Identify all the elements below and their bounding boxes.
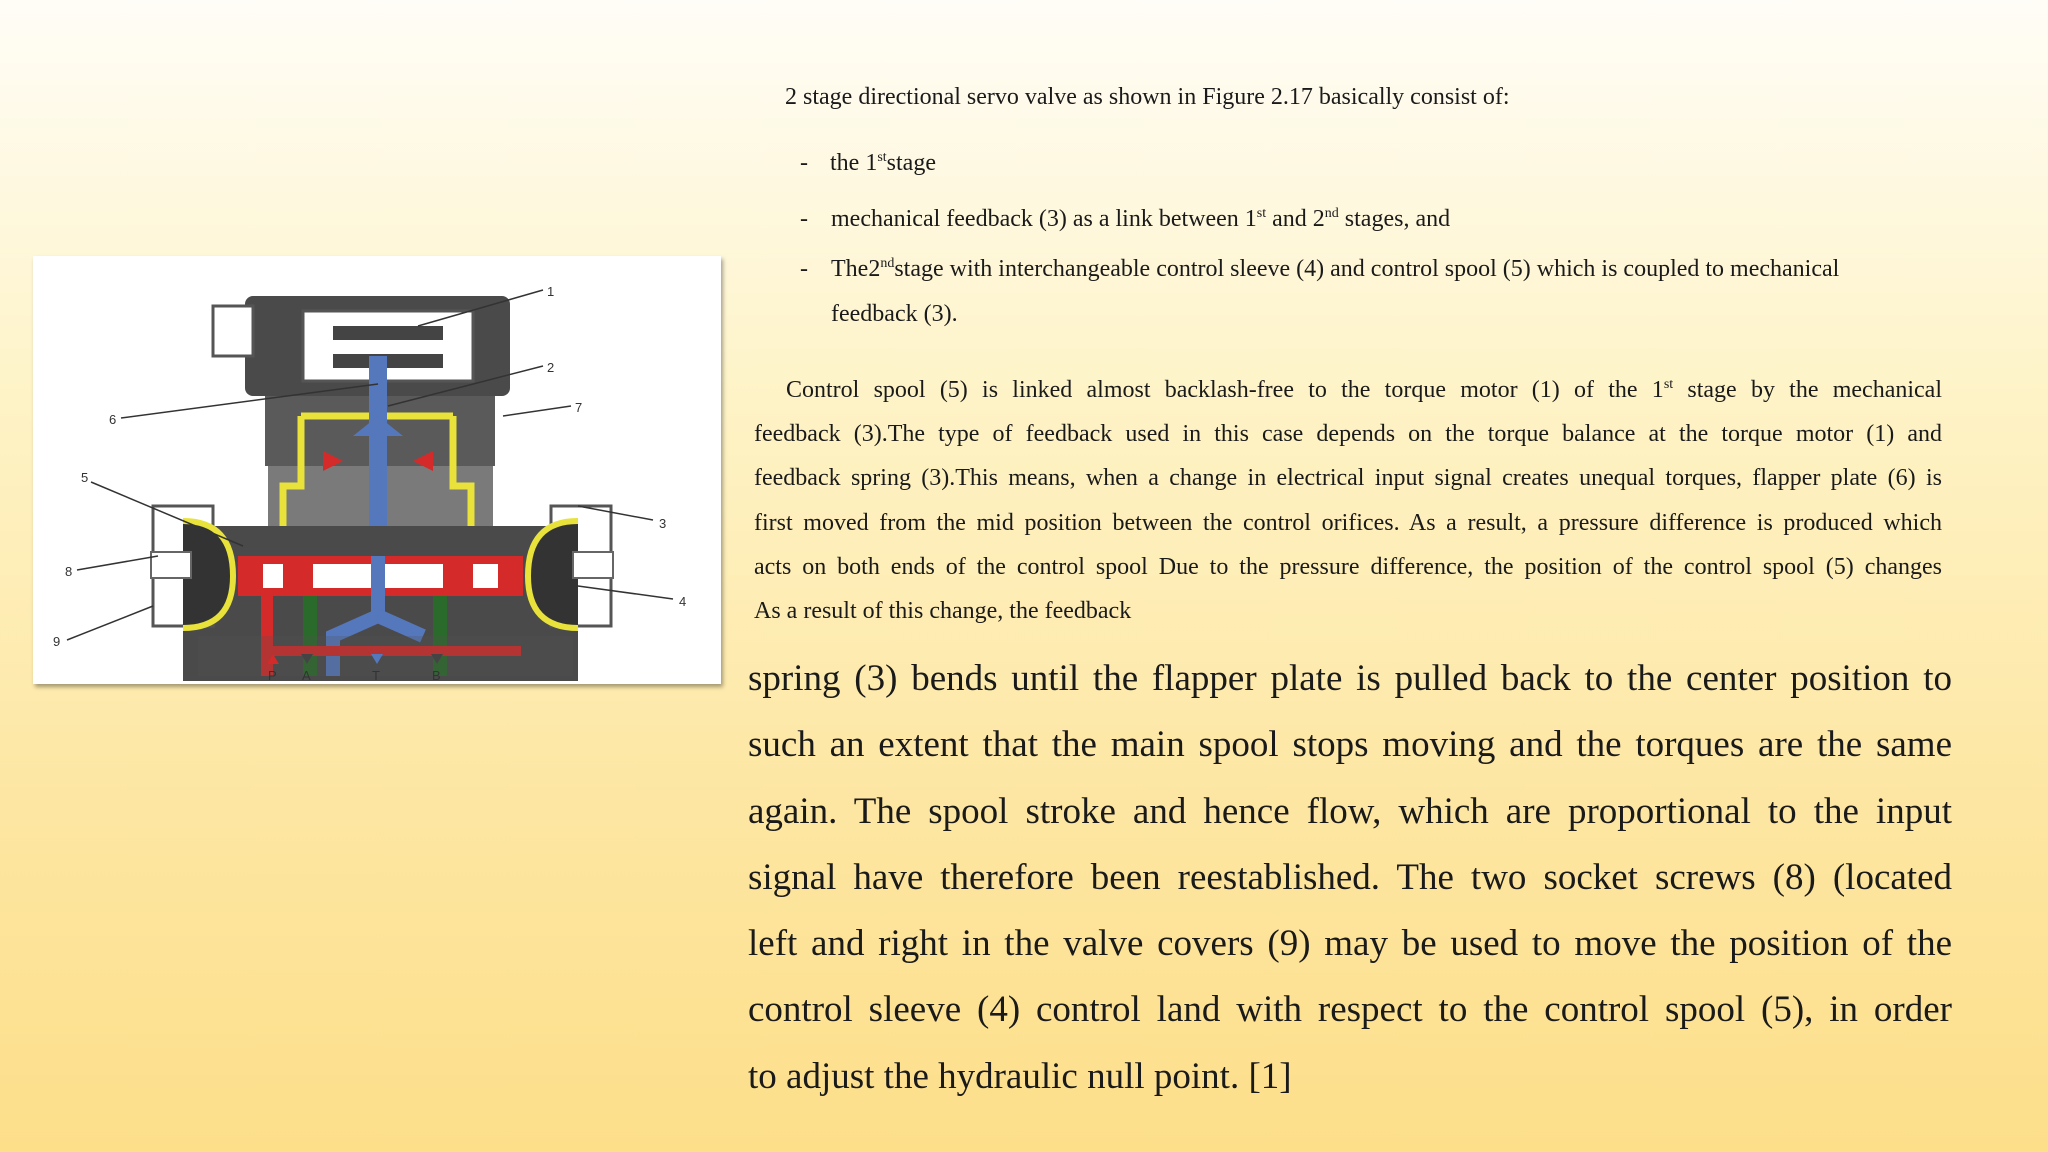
bullet-text-continuation: feedback (3). <box>831 301 958 327</box>
small-paragraph <box>754 368 1942 633</box>
paragraph-line: such an extent that the main spool stops moving and the torques are the same <box>748 724 1952 766</box>
paragraph-line: first moved from the mid position between the control orifices. As a result, a pressure difference is produced which <box>754 509 1942 536</box>
paragraph-line: left and right in the valve covers (9) may be used to move the position of the <box>748 923 1952 965</box>
paragraph-line: to adjust the hydraulic null point. [1] <box>748 1055 1292 1097</box>
bullet-dash: - <box>800 206 808 232</box>
paragraph-line: feedback spring (3).This means, when a change in electrical input signal creates unequal torques, flapper plate (6) is <box>754 465 1942 492</box>
spool-land <box>443 561 473 591</box>
armature <box>333 326 443 340</box>
port-t-label: T <box>372 668 380 683</box>
port-p-label: P <box>268 668 277 683</box>
paragraph-line: control sleeve (4) control land with respect to the control spool (5), in order <box>748 989 1952 1031</box>
armature-lower <box>333 354 443 368</box>
bullet-text: The2ndstage with interchangeable control sleeve (4) and control spool (5) which is coupled to mechanical <box>831 256 1840 282</box>
large-paragraph <box>748 646 1952 1110</box>
motor-window <box>303 311 473 381</box>
bullet-dash: - <box>800 256 808 282</box>
callout-2: 2 <box>547 360 555 375</box>
callout-4: 4 <box>679 594 687 609</box>
spring-chamber-right <box>528 521 578 628</box>
port-a-label: A <box>302 668 311 683</box>
callout-1: 1 <box>547 284 555 299</box>
bullet-text: mechanical feedback (3) as a link between 1st and 2nd stages, and <box>831 206 1451 232</box>
paragraph-line: As a result of this change, the feedback <box>754 597 1132 624</box>
paragraph-line: signal have therefore been reestablished. The two socket screws (8) (located <box>748 856 1952 898</box>
port-b-label: B <box>432 668 441 683</box>
callout-7: 7 <box>575 400 583 415</box>
servo-valve-figure <box>33 256 721 684</box>
callout-5: 5 <box>81 470 89 485</box>
paragraph-line: acts on both ends of the control spool Due to the pressure difference, the position of the control spool (5) changes <box>754 553 1942 580</box>
callout-9: 9 <box>53 634 61 649</box>
base <box>198 636 573 676</box>
paragraph-line: spring (3) bends until the flapper plate is pulled back to the center position to <box>748 658 1952 699</box>
socket-screw-right <box>573 552 613 578</box>
callout-8: 8 <box>65 564 73 579</box>
servo-valve-diagram <box>33 256 721 684</box>
callout-3: 3 <box>659 516 667 531</box>
paragraph-line: feedback (3).The type of feedback used in this case depends on the torque balance at the torque motor (1) and <box>754 421 1942 448</box>
connector <box>213 306 253 356</box>
paragraph-line: again. The spool stroke and hence flow, which are proportional to the input <box>748 790 1952 832</box>
paragraph-line: Control spool (5) is linked almost backlash-free to the torque motor (1) of the 1st stage by the mechanical <box>786 377 1942 403</box>
bullet-dash: - <box>800 150 808 176</box>
callout-6: 6 <box>109 412 117 427</box>
spool-land <box>283 561 313 591</box>
bullet-text: the 1ststage <box>830 150 936 176</box>
intro-text: 2 stage directional servo valve as shown in Figure 2.17 basically consist of: <box>785 84 1510 110</box>
